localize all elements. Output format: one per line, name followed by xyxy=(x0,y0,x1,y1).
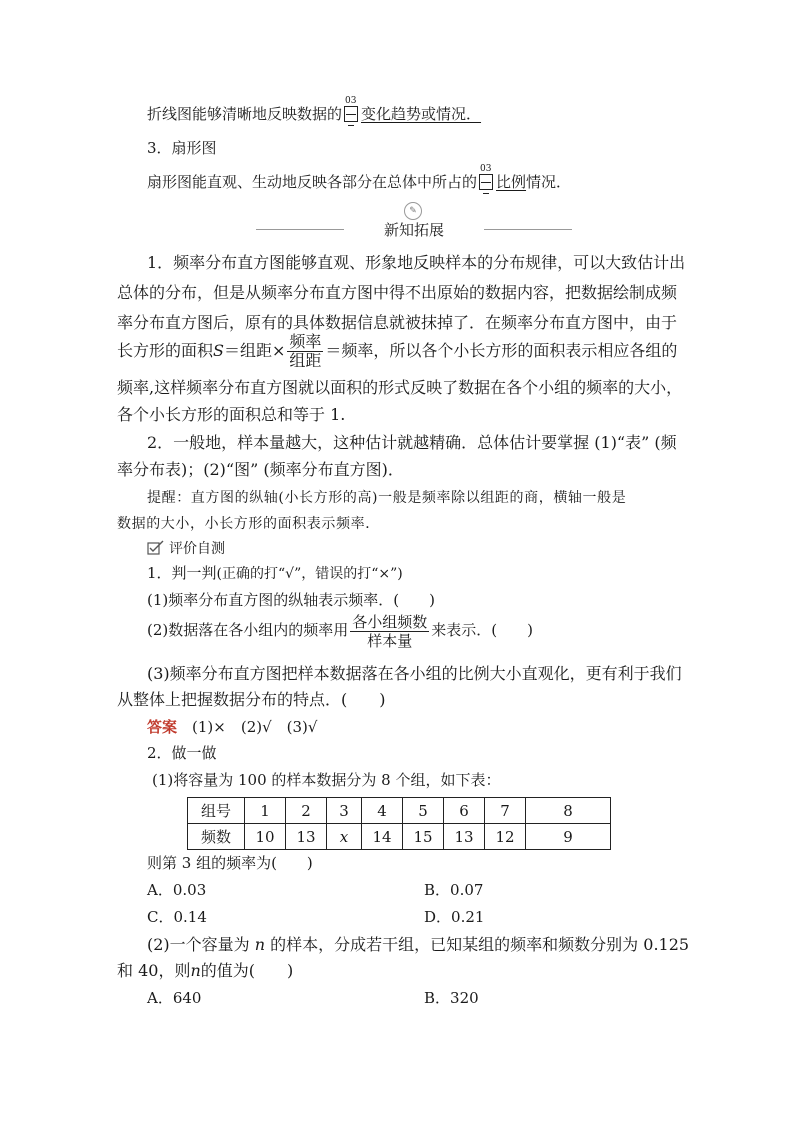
table-cell: x xyxy=(327,824,362,850)
q1-item-3-line: 从整体上把握数据分布的特点．( ) xyxy=(117,690,386,709)
tip-line: 数据的大小，小长方形的面积表示频率． xyxy=(117,516,380,532)
option-b: B．320 xyxy=(424,989,479,1007)
fraction-count-over-sample: $\frac{\text{各小组频数}}{\text{样本量}}$ xyxy=(352,612,428,650)
paragraph-line: 1．频率分布直方图能够直观、形象地反映样本的分布规律，可以大致估计出 xyxy=(147,253,686,272)
checklist-icon xyxy=(147,540,165,556)
q2-2-line: 和 40，则n的值为( ) xyxy=(117,961,294,980)
section-heading-new-knowledge xyxy=(256,206,572,240)
option-c: C．0.14 xyxy=(147,908,207,926)
heading-rule-right xyxy=(484,229,572,230)
option-d: D．0.21 xyxy=(424,908,485,926)
table-cell: 4 xyxy=(362,798,403,824)
section-title: 新知拓展 xyxy=(383,221,444,239)
heading-emblem-icon: ✎ xyxy=(404,202,422,220)
table-cell: 5 xyxy=(403,798,444,824)
q2-heading: 2．做一做 xyxy=(147,744,217,762)
option-a: A．640 xyxy=(147,989,202,1007)
table-cell: 9 xyxy=(526,824,611,850)
table-cell: 1 xyxy=(245,798,286,824)
table-cell: 10 xyxy=(245,824,286,850)
option-a: A．0.03 xyxy=(147,881,207,899)
paragraph-line: 各个小长方形的面积总和等于 1. xyxy=(117,405,346,424)
heading-rule-left xyxy=(256,229,344,230)
tip-line: 提醒：直方图的纵轴(小长方形的高)一般是频率除以组距的商，横轴一般是 xyxy=(147,490,627,506)
table-header-cell: 组号 xyxy=(188,798,245,824)
table-cell: 3 xyxy=(327,798,362,824)
table-cell: 15 xyxy=(403,824,444,850)
q1-answer: 答案 (1)× (2)√ (3)√ xyxy=(147,718,318,736)
q2-1-intro: (1)将容量为 100 的样本数据分为 8 个组，如下表： xyxy=(152,771,501,789)
q2-2-line: (2)一个容量为 n 的样本，分成若干组，已知某组的频率和频数分别为 0.125 xyxy=(147,935,690,954)
self-test-label: 评价自测 xyxy=(147,539,225,559)
table-cell: 6 xyxy=(444,798,485,824)
answer-blank-box: 03 xyxy=(344,106,358,122)
fraction-frequency-over-width: $\frac{\text{频率}}{\text{组距}}$ xyxy=(289,332,322,370)
paragraph-line-formula: 长方形的面积S＝组距× $\frac{\text{频率}}{\text{组距}}$ ＝频率，所以各个小长方形的面积表示相应各组的 xyxy=(117,332,678,370)
table-header-cell: 频数 xyxy=(188,824,245,850)
paragraph-line: 率分布直方图后，原有的具体数据信息就被抹掉了．在频率分布直方图中，由于 xyxy=(117,313,678,332)
table-row xyxy=(188,798,611,824)
paragraph-line: 率分布表)；(2)“图” (频率分布直方图)． xyxy=(117,460,404,479)
table-cell: 2 xyxy=(286,798,327,824)
frequency-table xyxy=(187,797,611,850)
q2-1-question: 则第 3 组的频率为( ) xyxy=(147,854,313,872)
table-cell: 13 xyxy=(444,824,485,850)
line-chart-sentence: 折线图能够清晰地反映数据的 03 变化趋势或情况． xyxy=(147,104,481,124)
q1-item-2: (2)数据落在各小组内的频率用 $\frac{\text{各小组频数}}{\text{样本量}}$ 来表示．( ) xyxy=(147,612,533,650)
q1-item-1: (1)频率分布直方图的纵轴表示频率．( ) xyxy=(147,591,435,609)
answer-blank-box: 03 xyxy=(479,174,493,190)
table-cell: 12 xyxy=(485,824,526,850)
table-cell: 13 xyxy=(286,824,327,850)
paragraph-line: 总体的分布，但是从频率分布直方图中得不出原始的数据内容，把数据绘制成频 xyxy=(117,283,678,302)
option-b: B．0.07 xyxy=(424,881,484,899)
q1-heading: 1．判一判(正确的打“√”，错误的打“×”) xyxy=(147,564,403,582)
pie-chart-sentence: 扇形图能直观、生动地反映各部分在总体中所占的 03 比例情况． xyxy=(147,172,571,192)
paragraph-line: 频率,这样频率分布直方图就以面积的形式反映了数据在各个小组的频率的大小， xyxy=(117,378,683,397)
table-cell: 7 xyxy=(485,798,526,824)
pie-chart-answer: 比例 xyxy=(496,173,527,191)
table-row xyxy=(188,824,611,850)
line-chart-answer: 变化趋势或情况． xyxy=(361,105,482,123)
table-cell: 8 xyxy=(526,798,611,824)
paragraph-line: 2．一般地，样本量越大，这种估计就越精确．总体估计要掌握 (1)“表” (频 xyxy=(147,433,677,452)
q1-item-3-line: (3)频率分布直方图把样本数据落在各小组的比例大小直观化，更有利于我们 xyxy=(147,664,682,683)
table-cell: 14 xyxy=(362,824,403,850)
pie-chart-heading: 3．扇形图 xyxy=(147,139,217,157)
answer-label: 答案 xyxy=(147,718,178,736)
